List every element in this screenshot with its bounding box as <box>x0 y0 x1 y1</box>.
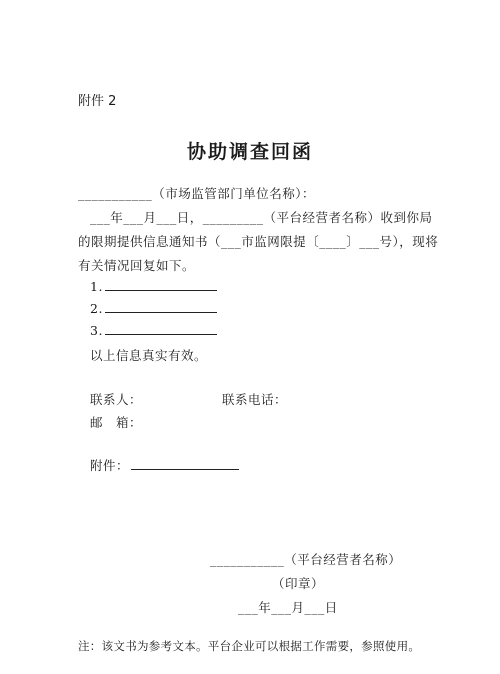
list-item <box>90 278 217 294</box>
footer-note: 注：该文书为参考文本。平台企业可以根据工作需要，参照使用。 <box>78 639 421 653</box>
body-line-2: 的限期提供信息通知书（___市监网限提〔____〕___号），现将 <box>78 234 439 249</box>
fill-in-line <box>105 278 217 291</box>
recipient-line <box>78 184 315 202</box>
document-title: 协助调查回函 <box>186 141 313 163</box>
contact-email-label: 邮 箱： <box>90 415 143 430</box>
list-item <box>90 322 217 338</box>
list-item-number: 3. <box>90 323 103 338</box>
recipient-blank: ___________ <box>78 186 153 201</box>
signature-date: ___年___月___日 <box>238 600 338 615</box>
contact-phone-label: 联系电话： <box>222 392 288 407</box>
signature-blank: ___________ <box>210 552 285 567</box>
list-item-number: 1. <box>90 279 103 294</box>
attachment-field <box>90 456 239 474</box>
list-item <box>90 300 217 316</box>
fill-in-line <box>105 322 217 335</box>
recipient-name-hint: （市场监管部门单位名称）： <box>152 186 316 201</box>
signature-name-hint: （平台经营者名称） <box>284 552 402 567</box>
list-item-number: 2. <box>90 301 103 316</box>
signature-line <box>210 550 401 568</box>
fill-in-line <box>131 457 239 470</box>
confirmation-statement: 以上信息真实有效。 <box>90 348 208 363</box>
body-line-3: 有关情况回复如下。 <box>78 258 196 273</box>
fill-in-line <box>105 300 217 313</box>
contact-person-label: 联系人： <box>90 392 143 407</box>
attachment-field-label: 附件： <box>90 458 130 473</box>
body-line-1: ___年___月___日，_________（平台经营者名称）收到你局 <box>90 210 433 225</box>
attachment-number-label: 附件 2 <box>78 94 117 109</box>
seal-label: （印章） <box>272 576 325 591</box>
